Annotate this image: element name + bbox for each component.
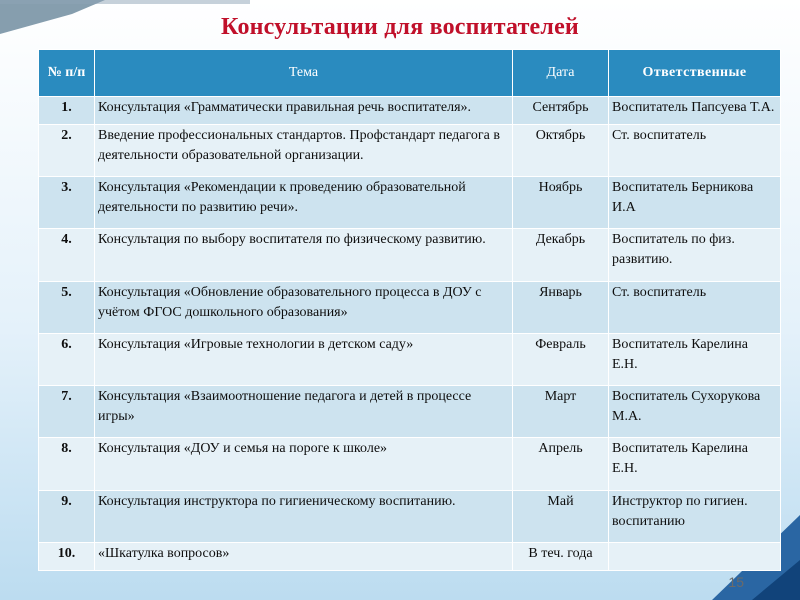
row-date: Ноябрь (513, 177, 609, 229)
page-number: 15 (728, 574, 744, 590)
header-topic: Тема (95, 50, 513, 97)
row-responsible: Инструктор по гигиен. воспитанию (609, 490, 781, 542)
row-number: 2. (39, 124, 95, 176)
row-topic: Консультация «Взаимоотношение педагога и детей в процессе игры» (95, 386, 513, 438)
row-date: Январь (513, 281, 609, 333)
slide-title: Консультации для воспитателей (221, 14, 579, 40)
row-topic: Консультация «Грамматически правильная речь воспитателя». (95, 97, 513, 125)
table-row (39, 386, 781, 438)
row-responsible: Ст. воспитатель (609, 124, 781, 176)
row-responsible: Воспитатель по физ. развитию. (609, 229, 781, 281)
row-number: 8. (39, 438, 95, 490)
row-responsible: Воспитатель Сухорукова М.А. (609, 386, 781, 438)
row-number: 4. (39, 229, 95, 281)
row-date: Декабрь (513, 229, 609, 281)
row-topic: Консультация «Рекомендации к проведению образовательной деятельности по развитию речи». (95, 177, 513, 229)
table-row (39, 229, 781, 281)
table-header-row (39, 50, 781, 97)
table-row (39, 438, 781, 490)
table-row (39, 97, 781, 125)
row-topic: Консультация «ДОУ и семья на пороге к школе» (95, 438, 513, 490)
table-row (39, 333, 781, 385)
row-responsible (609, 542, 781, 570)
row-topic: Консультация «Обновление образовательного процесса в ДОУ с учётом ФГОС дошкольного образования» (95, 281, 513, 333)
row-number: 1. (39, 97, 95, 125)
table-row (39, 177, 781, 229)
row-date: Октябрь (513, 124, 609, 176)
row-number: 3. (39, 177, 95, 229)
table-row (39, 281, 781, 333)
row-responsible: Воспитатель Карелина Е.Н. (609, 333, 781, 385)
row-number: 9. (39, 490, 95, 542)
row-date: Март (513, 386, 609, 438)
row-responsible: Ст. воспитатель (609, 281, 781, 333)
table-row (39, 542, 781, 570)
row-responsible: Воспитатель Берникова И.А (609, 177, 781, 229)
row-topic: «Шкатулка вопросов» (95, 542, 513, 570)
row-date: Сентябрь (513, 97, 609, 125)
row-responsible: Воспитатель Папсуева Т.А. (609, 97, 781, 125)
header-responsible: Ответственные (609, 50, 781, 97)
consultations-table (38, 49, 781, 571)
row-topic: Консультация инструктора по гигиеническому воспитанию. (95, 490, 513, 542)
header-number: № п/п (39, 50, 95, 97)
row-number: 7. (39, 386, 95, 438)
header-date: Дата (513, 50, 609, 97)
row-number: 5. (39, 281, 95, 333)
row-number: 6. (39, 333, 95, 385)
row-date: Февраль (513, 333, 609, 385)
row-topic: Введение профессиональных стандартов. Профстандарт педагога в деятельности образовательной организации. (95, 124, 513, 176)
row-responsible: Воспитатель Карелина Е.Н. (609, 438, 781, 490)
row-number: 10. (39, 542, 95, 570)
row-topic: Консультация по выбору воспитателя по физическому развитию. (95, 229, 513, 281)
row-date: Май (513, 490, 609, 542)
table-row (39, 124, 781, 176)
table-row (39, 490, 781, 542)
row-date: В теч. года (513, 542, 609, 570)
row-topic: Консультация «Игровые технологии в детском саду» (95, 333, 513, 385)
row-date: Апрель (513, 438, 609, 490)
